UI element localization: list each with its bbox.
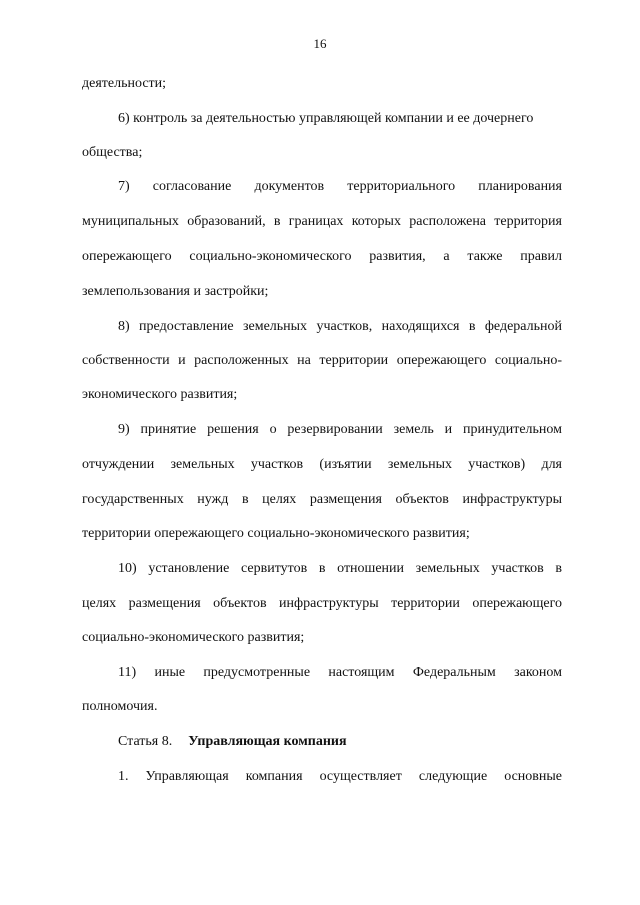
text-line: 1. Управляющая компания осуществляет следующие основные: [118, 769, 562, 784]
text-line: 8) предоставление земельных участков, находящихся в федеральной: [118, 319, 562, 334]
article-number: Статья 8.: [118, 734, 173, 749]
text-line: опережающего социально-экономического развития, а также правил: [82, 249, 562, 264]
text-line: 6) контроль за деятельностью управляющей компании и ее дочернего: [118, 111, 534, 126]
page-number: 16: [313, 36, 327, 51]
text-line: 9) принятие решения о резервировании земель и принудительном: [118, 422, 562, 437]
text-line: 7) согласование документов территориального планирования: [118, 179, 562, 194]
text-line: государственных нужд в целях размещения объектов инфраструктуры: [82, 492, 562, 507]
text-line: целях размещения объектов инфраструктуры территории опережающего: [82, 596, 562, 611]
article-title: Управляющая компания: [188, 734, 347, 749]
text-line: общества;: [82, 145, 143, 160]
text-line: 11) иные предусмотренные настоящим Федеральным законом: [118, 665, 562, 680]
text-line: собственности и расположенных на территории опережающего социально-: [82, 353, 562, 368]
text-line: 10) установление сервитутов в отношении земельных участков в: [118, 561, 562, 576]
text-line: полномочия.: [82, 699, 158, 714]
text-line: деятельности;: [82, 76, 167, 91]
text-line: отчуждении земельных участков (изъятии земельных участков) для: [82, 457, 562, 472]
text-line: землепользования и застройки;: [82, 284, 269, 299]
text-line: социально-экономического развития;: [82, 630, 305, 645]
text-line: экономического развития;: [82, 387, 238, 402]
text-line: территории опережающего социально-экономического развития;: [82, 526, 470, 541]
article-heading: [82, 733, 562, 751]
text-line: муниципальных образований, в границах которых расположена территория: [82, 214, 562, 229]
